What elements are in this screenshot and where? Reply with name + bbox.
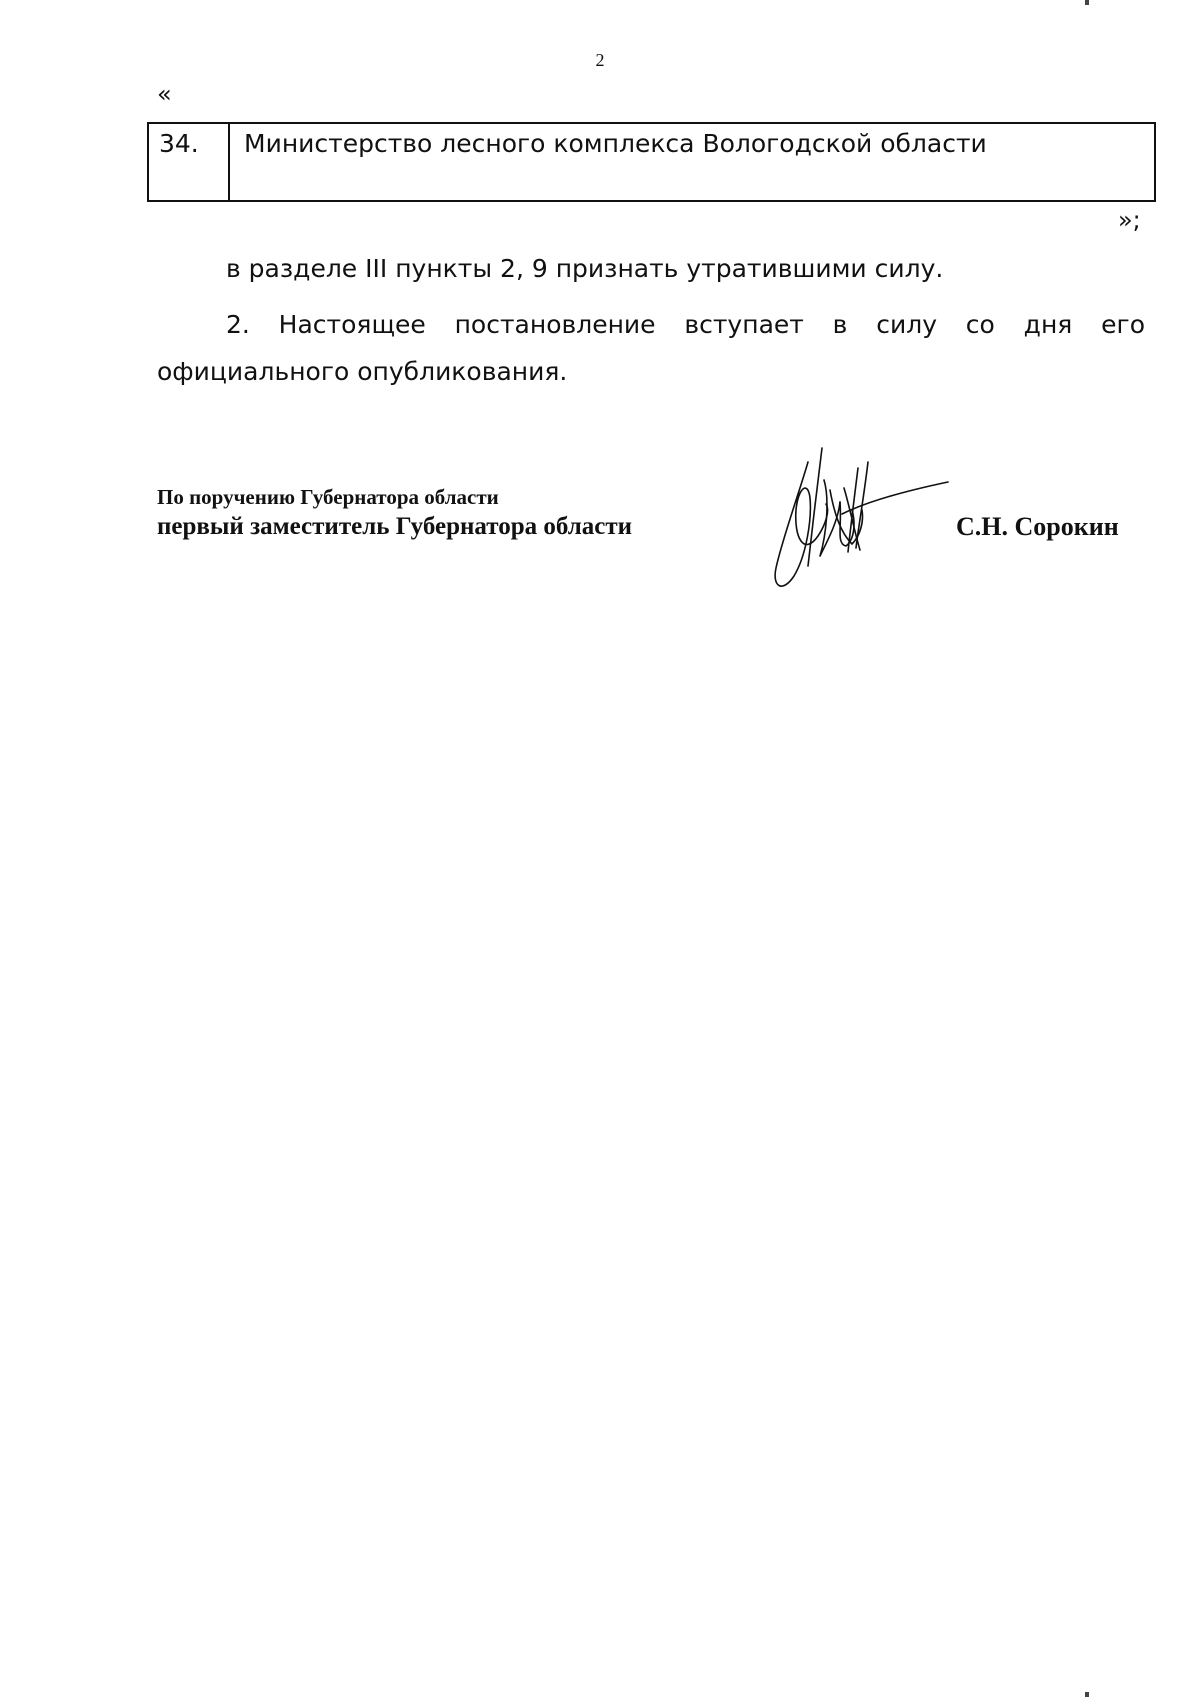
signer-name: С.Н. Сорокин (956, 512, 1119, 541)
handwritten-signature (760, 440, 960, 600)
signature-instruction-line: По поручению Губернатора области (157, 485, 499, 509)
scan-edge-mark (1085, 0, 1089, 5)
page-number: 2 (595, 50, 605, 70)
table-row-name: Министерство лесного комплекса Вологодской области (244, 129, 987, 158)
closing-quote-mark: »; (1118, 206, 1141, 234)
opening-quote-mark: « (157, 80, 172, 108)
paragraph-section-iii: в разделе III пункты 2, 9 признать утратившими силу. (226, 254, 944, 283)
scan-edge-mark (1085, 1692, 1089, 1697)
paragraph-effective-date: 2. Настоящее постановление вступает в силу со дня его официального опубликования. (157, 310, 1145, 386)
table-row-number: 34. (149, 124, 230, 200)
signature-position-line: первый заместитель Губернатора области (157, 513, 633, 540)
amendment-table (147, 122, 1156, 202)
